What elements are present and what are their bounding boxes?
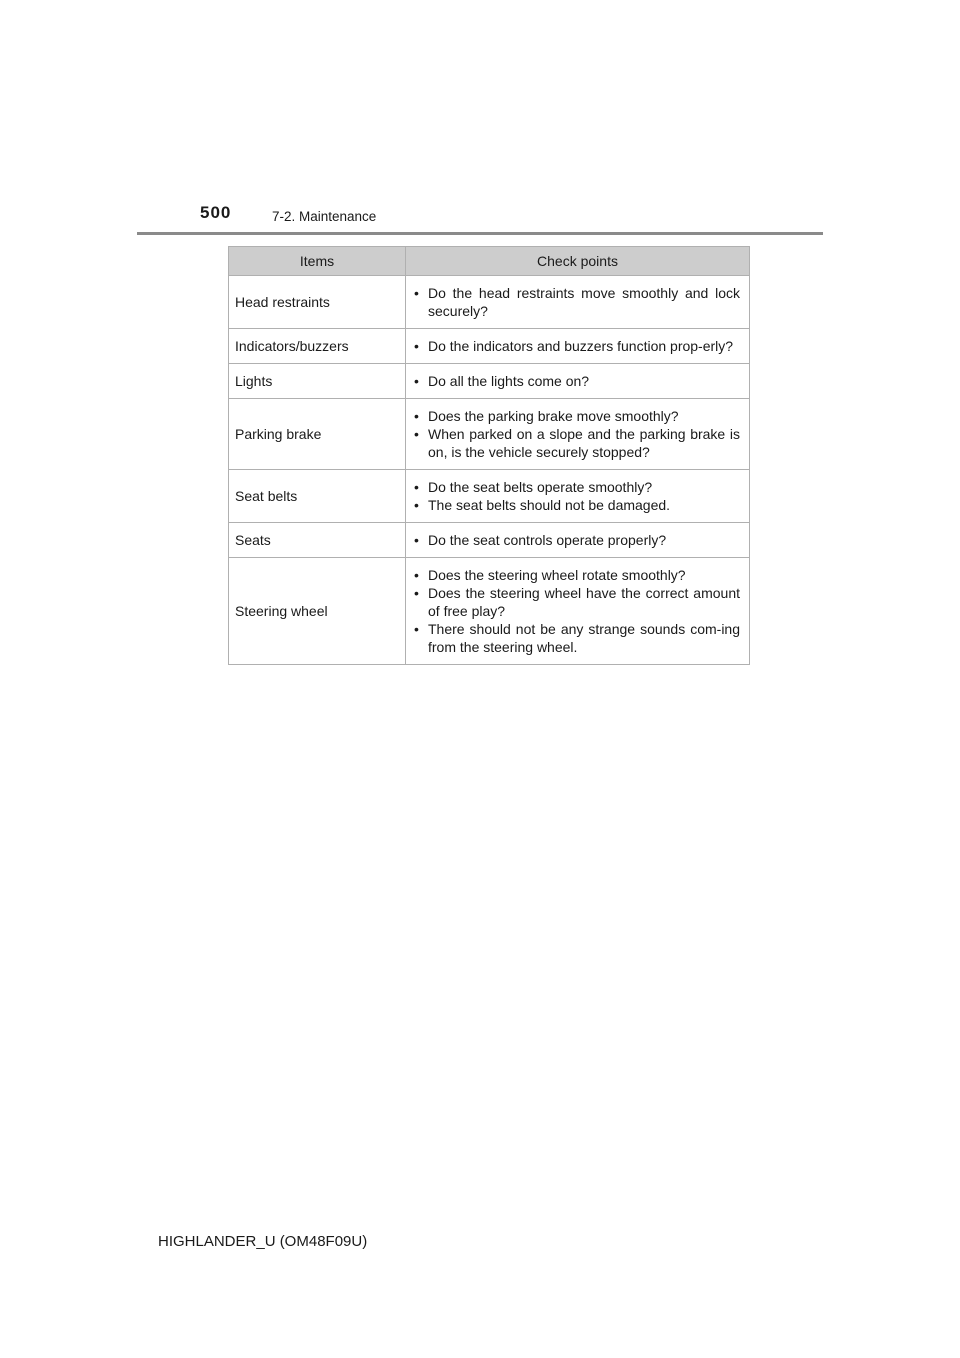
check-points-cell: [406, 470, 750, 523]
check-points-list: [414, 566, 740, 656]
list-item: [414, 566, 740, 584]
check-point-text: There should not be any strange sounds com-ing from the steering wheel.: [428, 621, 740, 655]
check-point-text: Does the steering wheel have the correct amount of free play?: [428, 585, 740, 619]
bullet-icon: •: [414, 285, 419, 301]
table-row: [229, 399, 750, 470]
bullet-icon: •: [414, 567, 419, 583]
check-points-list: [414, 284, 740, 320]
list-item: [414, 620, 740, 656]
check-points-list: [414, 531, 740, 549]
table-row: [229, 523, 750, 558]
page-number: 500: [200, 203, 232, 222]
check-point-text: Does the parking brake move smoothly?: [428, 408, 679, 424]
header-rule: [137, 232, 823, 235]
footer-model-code: HIGHLANDER_U (OM48F09U): [158, 1233, 368, 1250]
check-point-text: Do the head restraints move smoothly and lock securely?: [428, 285, 740, 319]
list-item: [414, 407, 740, 425]
list-item: [414, 337, 740, 355]
check-points-list: [414, 372, 740, 390]
bullet-icon: •: [414, 497, 419, 513]
table-row: [229, 470, 750, 523]
column-header-check-points: Check points: [406, 247, 750, 276]
column-header-items: Items: [229, 247, 406, 276]
check-points-list: [414, 337, 740, 355]
bullet-icon: •: [414, 585, 419, 601]
bullet-icon: •: [414, 479, 419, 495]
item-cell: Indicators/buzzers: [229, 329, 406, 364]
bullet-icon: •: [414, 621, 419, 637]
table-row: [229, 329, 750, 364]
table-row: [229, 364, 750, 399]
check-points-cell: [406, 558, 750, 665]
check-points-cell: [406, 329, 750, 364]
table-row: [229, 276, 750, 329]
item-cell: Steering wheel: [229, 558, 406, 665]
check-point-text: Do the seat controls operate properly?: [428, 532, 667, 548]
table-row: [229, 558, 750, 665]
check-point-text: Do the indicators and buzzers function prop-erly?: [428, 338, 734, 354]
check-point-text: When parked on a slope and the parking brake is on, is the vehicle securely stopped?: [428, 426, 740, 460]
check-points-cell: [406, 399, 750, 470]
check-points-cell: [406, 276, 750, 329]
bullet-icon: •: [414, 408, 419, 424]
check-point-text: Does the steering wheel rotate smoothly?: [428, 567, 686, 583]
check-point-text: Do the seat belts operate smoothly?: [428, 479, 653, 495]
item-cell: Parking brake: [229, 399, 406, 470]
check-points-cell: [406, 364, 750, 399]
item-cell: Lights: [229, 364, 406, 399]
table-header-row: [229, 247, 750, 276]
bullet-icon: •: [414, 373, 419, 389]
check-points-list: [414, 478, 740, 514]
item-cell: Seat belts: [229, 470, 406, 523]
bullet-icon: •: [414, 532, 419, 548]
check-point-text: The seat belts should not be damaged.: [428, 497, 671, 513]
list-item: [414, 531, 740, 549]
item-cell: Seats: [229, 523, 406, 558]
bullet-icon: •: [414, 338, 419, 354]
section-title: 7-2. Maintenance: [272, 209, 377, 224]
check-points-list: [414, 407, 740, 461]
list-item: [414, 425, 740, 461]
list-item: [414, 584, 740, 620]
list-item: [414, 284, 740, 320]
list-item: [414, 372, 740, 390]
check-points-cell: [406, 523, 750, 558]
check-point-text: Do all the lights come on?: [428, 373, 590, 389]
bullet-icon: •: [414, 426, 419, 442]
item-cell: Head restraints: [229, 276, 406, 329]
list-item: [414, 496, 740, 514]
check-points-table: [228, 246, 750, 665]
list-item: [414, 478, 740, 496]
